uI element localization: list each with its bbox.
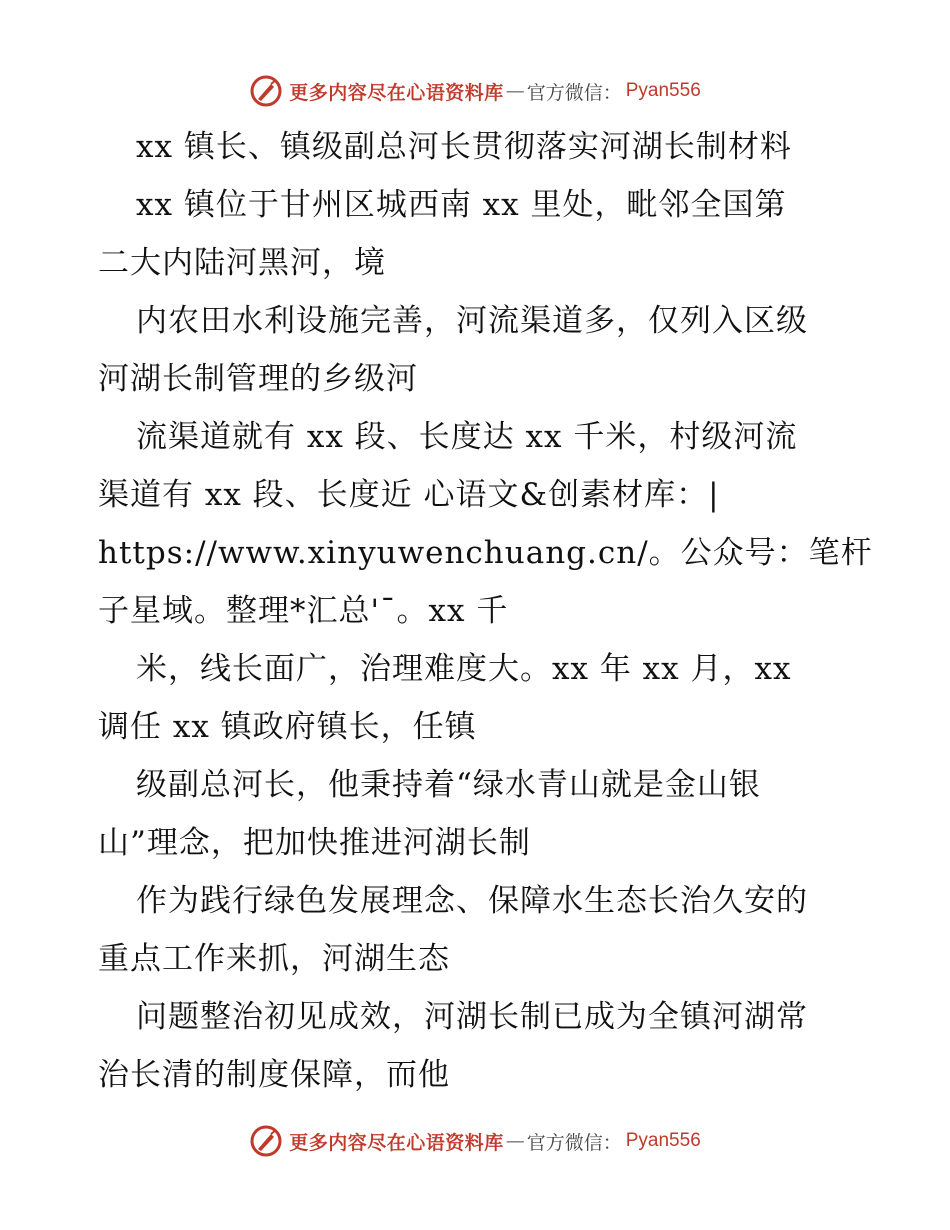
banner-wechat-label: 官方微信：	[526, 81, 622, 104]
doc-line: xx 镇位于甘州区城西南 xx 里处，毗邻全国第	[136, 187, 787, 223]
doc-line: 流渠道就有 xx 段、长度达 xx 千米，村级河流	[136, 419, 798, 455]
header-banner	[0, 71, 950, 111]
banner-brand-text: 更多内容尽在心语资料库	[289, 81, 504, 104]
banner-wechat-id: Pyan556	[625, 80, 701, 101]
doc-line: 作为践行绿色发展理念、保障水生态长治久安的	[136, 883, 808, 919]
banner-separator: —	[505, 1130, 525, 1152]
doc-line: 二大内陆河黑河，境	[98, 245, 386, 281]
doc-line: 治长清的制度保障，而他	[98, 1057, 450, 1093]
banner-wechat-label: 官方微信：	[526, 1131, 622, 1154]
doc-line: https://www.xinyuwenchuang.cn/。公众号：笔杆	[98, 535, 873, 571]
doc-line: 河湖长制管理的乡级河	[98, 361, 418, 397]
banner-wechat-id: Pyan556	[625, 1130, 701, 1151]
doc-line: 子星域。整理*汇总'¯。xx 千	[98, 593, 509, 629]
doc-line: 米，线长面广，治理难度大。xx 年 xx 月，xx	[136, 651, 792, 687]
doc-line: 内农田水利设施完善，河流渠道多，仅列入区级	[136, 303, 808, 339]
banner-separator: —	[505, 80, 525, 102]
quill-circle-icon	[249, 74, 283, 108]
doc-line: 重点工作来抓，河湖生态	[98, 941, 450, 977]
doc-line: 调任 xx 镇政府镇长，任镇	[98, 709, 477, 745]
footer-banner	[0, 1121, 950, 1161]
doc-line: 渠道有 xx 段、长度近 心语文&创素材库：|	[98, 477, 720, 513]
doc-line: 山”理念，把加快推进河湖长制	[98, 825, 531, 861]
quill-circle-icon	[249, 1124, 283, 1158]
doc-line: 问题整治初见成效，河湖长制已成为全镇河湖常	[136, 999, 808, 1035]
doc-title-line: xx 镇长、镇级副总河长贯彻落实河湖长制材料	[136, 129, 792, 165]
document-body	[98, 118, 873, 1104]
doc-line: 级副总河长，他秉持着“绿水青山就是金山银	[136, 767, 761, 803]
banner-brand-text: 更多内容尽在心语资料库	[289, 1131, 504, 1154]
